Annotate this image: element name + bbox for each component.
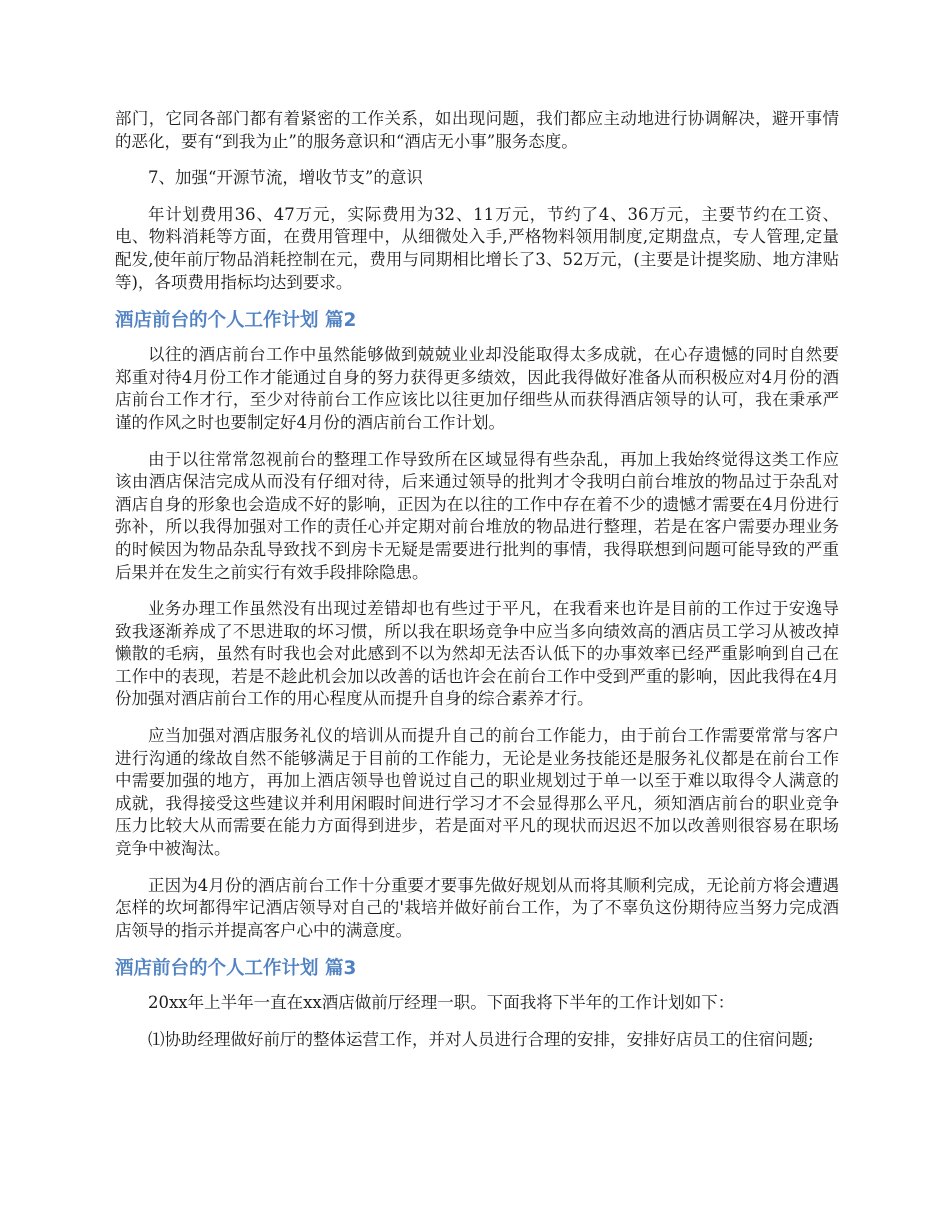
section-heading: 酒店前台的个人工作计划 篇2 bbox=[115, 310, 357, 332]
paragraph: 7、加强“开源节流，增收节支”的意识 bbox=[148, 168, 423, 188]
paragraph: ⑴协助经理做好前厅的整体运营工作，并对人员进行合理的安排，安排好店员工的住宿问题; bbox=[148, 1030, 814, 1049]
document-page bbox=[115, 108, 839, 1066]
paragraph: 以往的酒店前台工作中虽然能够做到兢兢业业却没能取得太多成就，在心存遗憾的同时自然要郑重对待4月份工作才能通过自身的努力获得更多绩效，因此我得做好准备从而积极应对4月份的酒店前台工作才行，至少对待前台工作应该比以往更加仔细些从而获得酒店领导的认可，我在秉承严谨的作风之时也要制定好4月份的酒店前台工作计划。 bbox=[115, 345, 839, 432]
paragraph: 应当加强对酒店服务礼仪的培训从而提升自己的前台工作能力，由于前台工作需要常常与客户进行沟通的缘故自然不能够满足于目前的工作能力，无论是业务技能还是服务礼仪都是在前台工作中需要加强的地方，再加上酒店领导也曾说过自己的职业规划过于单一以至于难以取得令人满意的成就，我得接受这些建议并利用闲暇时间进行学习才不会显得那么平凡，须知酒店前台的职业竞争压力比较大从而需要在能力方面得到进步，若是面对平凡的现状而迟迟不加以改善则很容易在职场竞争中被淘汰。 bbox=[115, 726, 839, 859]
paragraph: 业务办理工作虽然没有出现过差错却也有些过于平凡，在我看来也许是目前的工作过于安逸导致我逐渐养成了不思进取的坏习惯，所以我在职场竞争中应当多向绩效高的酒店员工学习从被改掉懒散的毛病，虽然有时我也会对此感到不以为然却无法否认低下的办事效率已经严重影响到自己在工作中的表现，若是不趁此机会加以改善的话也许会在前台工作中受到严重的影响，因此我得在4月份加强对酒店前台工作的用心程度从而提升自身的综合素养才行。 bbox=[115, 599, 839, 709]
paragraph: 年计划费用36、47万元，实际费用为32、11万元，节约了4、36万元，主要节约在工资、电、物料消耗等方面，在费用管理中，从细微处入手,严格物料领用制度,定期盘点，专人管理,定量配发,使年前厅物品消耗控制在元，费用与同期相比增长了3、52万元，(主要是计提奖励、地方津贴等)，各项费用指标均达到要求。 bbox=[115, 204, 839, 292]
paragraph: 部门，它同各部门都有着紧密的工作关系，如出现问题，我们都应主动地进行协调解决，避开事情的恶化，要有“到我为止”的服务意识和“酒店无小事”服务态度。 bbox=[115, 109, 839, 151]
section-heading: 酒店前台的个人工作计划 篇3 bbox=[115, 958, 357, 980]
paragraph: 由于以往常常忽视前台的整理工作导致所在区域显得有些杂乱，再加上我始终觉得这类工作应该由酒店保洁完成从而没有仔细对待，后来通过领导的批判才令我明白前台堆放的物品过于杂乱对酒店自身的形象也会造成不好的影响，正因为在以往的工作中存在着不少的遗憾才需要在4月份进行弥补，所以我得加强对工作的责任心并定期对前台堆放的物品进行整理，若是在客户需要办理业务的时候因为物品杂乱导致找不到房卡无疑是需要进行批判的事情，我得联想到问题可能导致的严重后果并在发生之前实行有效手段排除隐患。 bbox=[115, 449, 839, 582]
paragraph: 正因为4月份的酒店前台工作十分重要才要事先做好规划从而将其顺利完成，无论前方将会遭遇怎样的坎坷都得牢记酒店领导对自己的'栽培并做好前台工作，为了不辜负这份期待应当努力完成酒店领导的指示并提高客户心中的满意度。 bbox=[115, 875, 839, 940]
paragraph: 20xx年上半年一直在xx酒店做前厅经理一职。下面我将下半年的工作计划如下： bbox=[148, 993, 735, 1013]
